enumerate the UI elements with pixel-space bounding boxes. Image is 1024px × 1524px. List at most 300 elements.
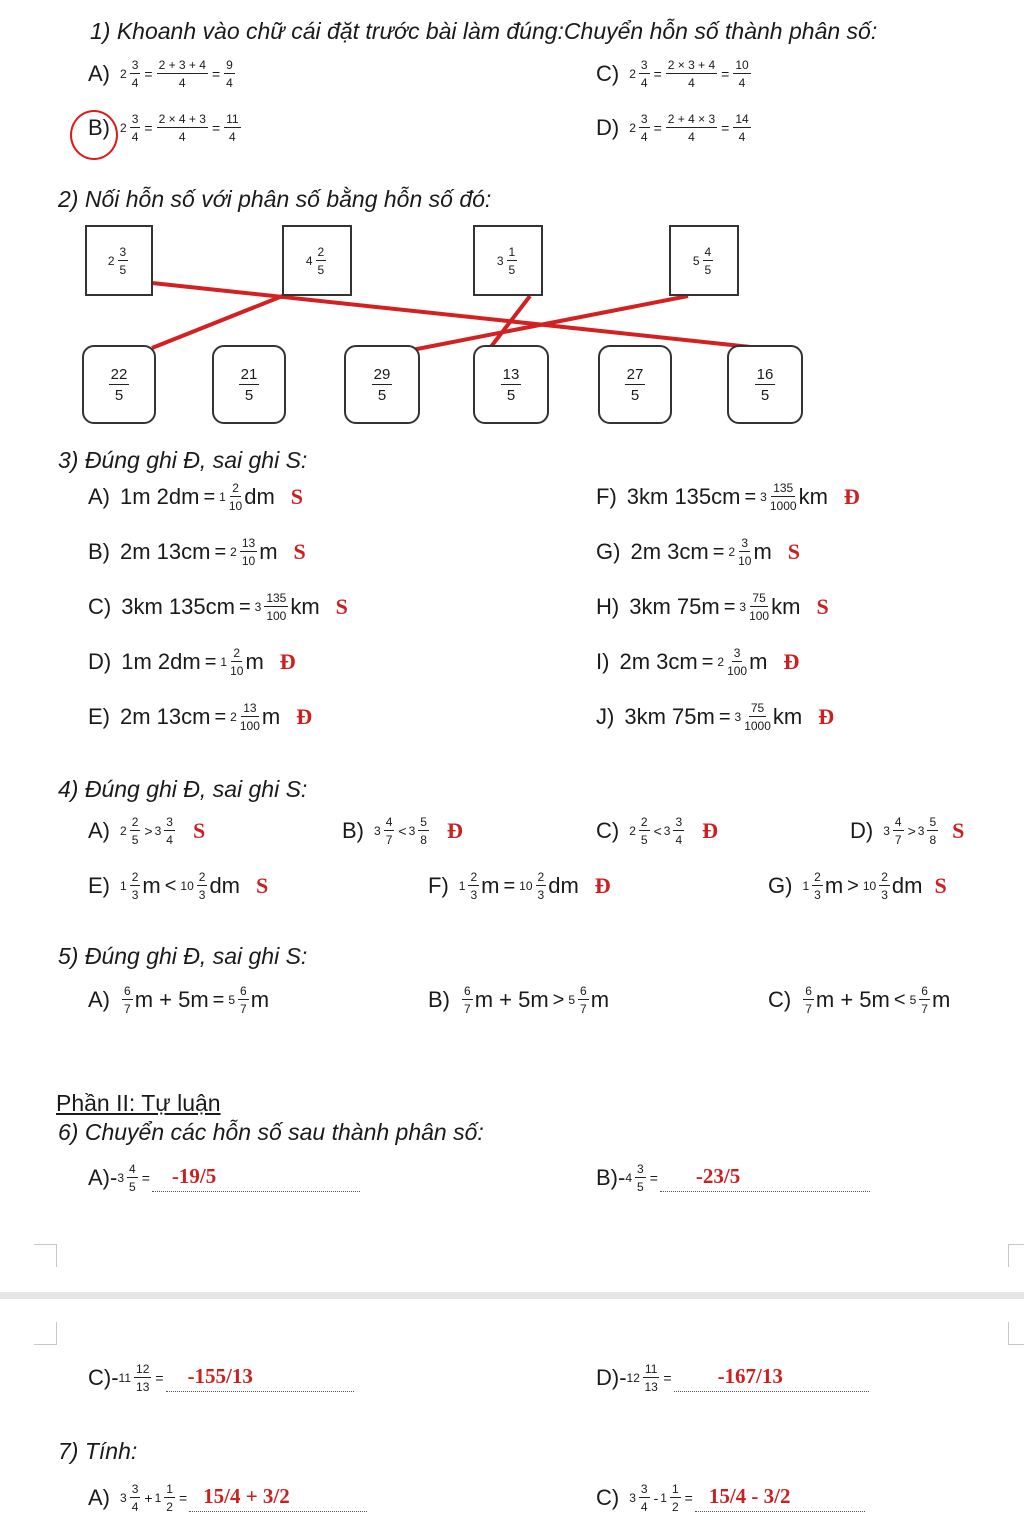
fraction: [316, 246, 327, 276]
fraction: [536, 871, 547, 901]
text: dm: [244, 484, 275, 509]
q6-item-c[interactable]: [88, 1352, 354, 1404]
q6-title: 6) Chuyển các hỗn số sau thành phân số:: [58, 1119, 484, 1145]
text: 21: [240, 365, 258, 383]
text: 4: [131, 1500, 139, 1514]
operator: =: [701, 650, 714, 673]
q3-item-j[interactable]: [596, 691, 834, 743]
text: 7: [385, 833, 393, 847]
text: 7: [580, 1002, 587, 1016]
text: 4: [166, 833, 173, 847]
operator: =: [653, 120, 662, 136]
fraction-box[interactable]: [82, 345, 156, 424]
text: 1m 2dm: [120, 484, 200, 509]
text: 5: [129, 1180, 136, 1194]
text: -167/13: [717, 1363, 783, 1388]
text: km: [290, 594, 320, 619]
text: 5: [114, 386, 124, 404]
text: C): [596, 61, 620, 86]
text: 6: [464, 984, 471, 998]
operator: =: [144, 66, 153, 82]
text: 6: [805, 984, 812, 998]
q4-item-e[interactable]: [88, 860, 268, 912]
fraction: [130, 816, 141, 846]
fraction: [635, 1163, 646, 1193]
text: 6: [124, 984, 131, 998]
text: m: [931, 987, 951, 1012]
operator: =: [204, 650, 217, 673]
text: 3: [131, 112, 139, 126]
text: 1: [120, 879, 127, 893]
text: 12: [136, 1362, 150, 1376]
fraction: [803, 985, 814, 1015]
fraction: [893, 816, 904, 846]
text: m: [753, 539, 772, 564]
text: 3km 75m: [624, 704, 715, 729]
text: 4: [688, 76, 695, 90]
text: 3: [881, 888, 888, 902]
text: <: [398, 823, 407, 839]
text: =: [503, 874, 516, 897]
text: 2 × 4 + 3: [158, 112, 206, 126]
page-corner-mark: [34, 1322, 57, 1345]
q7-title: 7) Tính:: [58, 1438, 138, 1464]
mark: Đ: [594, 873, 611, 898]
fraction: [755, 367, 776, 403]
text: 2m 13cm: [120, 539, 211, 564]
mark: Đ: [702, 818, 719, 843]
answer-field: [674, 1365, 869, 1392]
text: 16: [756, 365, 774, 383]
text: 75: [752, 591, 766, 605]
operator: =: [211, 120, 221, 136]
q3-item-a[interactable]: [88, 471, 303, 523]
q4-item-b[interactable]: [342, 805, 463, 857]
text: 2: [629, 121, 636, 135]
text: 1: [458, 879, 466, 893]
text: A): [88, 61, 110, 86]
answer-field: [189, 1485, 367, 1512]
text: 14: [735, 112, 749, 126]
text: 2m 13cm: [120, 704, 211, 729]
fraction: [418, 816, 429, 846]
text: 100: [727, 664, 748, 678]
mark: S: [816, 594, 829, 619]
q4-item-f[interactable]: [428, 860, 611, 912]
q3-item-c[interactable]: [88, 581, 348, 633]
operator: =: [649, 1170, 658, 1186]
text: 2: [717, 655, 725, 669]
text: 13: [644, 1380, 658, 1394]
text: 2: [120, 121, 127, 135]
text: 6: [580, 984, 587, 998]
text: dm: [548, 873, 579, 898]
text: 5: [508, 262, 516, 277]
fraction: [927, 816, 938, 846]
text: 13: [243, 701, 257, 715]
text: 4: [704, 244, 712, 259]
fraction-box[interactable]: [473, 345, 549, 424]
q3-item-h[interactable]: [596, 581, 829, 633]
text: <: [653, 823, 662, 839]
text: 13: [241, 536, 256, 550]
q5-item-c[interactable]: [768, 974, 950, 1026]
text: B): [88, 539, 110, 564]
q6-item-b[interactable]: [596, 1152, 870, 1204]
fraction-box[interactable]: [598, 345, 672, 424]
operator: =: [203, 485, 216, 508]
text: 2: [233, 646, 241, 660]
operator: =: [721, 120, 730, 136]
text: 3: [119, 244, 127, 259]
text: 3: [131, 1482, 139, 1496]
text: 3km 75m: [629, 594, 720, 619]
fraction: [673, 816, 684, 846]
text: 2: [537, 870, 545, 884]
fraction: [507, 246, 518, 276]
q4-item-d[interactable]: [850, 805, 964, 857]
answer-field: [152, 1165, 360, 1192]
operator: =: [718, 705, 731, 728]
text: D): [850, 818, 874, 843]
text: km: [771, 594, 801, 619]
mark: S: [934, 873, 947, 898]
text: 7: [240, 1002, 247, 1016]
text: 2 + 3 + 4: [158, 58, 206, 72]
mark: Đ: [818, 704, 835, 729]
fraction-box[interactable]: [727, 345, 803, 424]
fraction: [919, 985, 930, 1015]
text: 10: [180, 879, 194, 893]
match-line-2: [152, 293, 290, 348]
text: 4: [178, 76, 186, 90]
match-line-4: [412, 296, 688, 350]
fraction: [130, 1483, 141, 1513]
text: 75: [750, 701, 765, 715]
text: 3: [117, 1171, 125, 1185]
text: 5: [640, 833, 648, 847]
q3-item-d[interactable]: [88, 636, 296, 688]
q2-title: 2) Nối hỗn số với phân số bằng hỗn số đó:: [58, 186, 492, 212]
q3-item-i[interactable]: [596, 636, 799, 688]
q7-item-c[interactable]: [596, 1472, 865, 1524]
text: 2: [120, 67, 127, 81]
text: m: [245, 649, 264, 674]
text: B)-: [596, 1165, 626, 1190]
fraction: [770, 482, 797, 512]
text: 1m 2dm: [121, 649, 201, 674]
text: 3: [917, 824, 925, 838]
text: 7: [464, 1002, 471, 1016]
q1-title: 1) Khoanh vào chữ cái đặt trước bài làm đúng:Chuyển hỗn số thành phân số:: [90, 18, 878, 44]
text: -23/5: [695, 1163, 741, 1188]
text: 4: [305, 253, 313, 268]
text: 3: [131, 58, 139, 72]
answer-field: [660, 1165, 870, 1192]
mixed-number-box[interactable]: [473, 225, 543, 296]
text: 5: [119, 262, 127, 277]
text: 5: [630, 386, 640, 404]
text: 5: [131, 833, 139, 847]
text: F): [428, 873, 449, 898]
text: 1: [166, 1482, 173, 1496]
text: 9: [226, 58, 233, 72]
operator: =: [653, 66, 662, 82]
text: 10: [228, 499, 243, 513]
text: 4: [640, 1500, 648, 1514]
text: 2: [629, 824, 636, 838]
text: m: [749, 649, 768, 674]
text: 4: [738, 130, 746, 144]
text: m + 5m: [134, 987, 209, 1012]
text: 10: [735, 58, 749, 72]
text: 5: [228, 993, 236, 1007]
operator: =: [178, 1490, 188, 1506]
text: 11: [118, 1371, 132, 1385]
text: E): [88, 873, 110, 898]
text: 4: [640, 76, 648, 90]
text: 12: [626, 1371, 640, 1385]
text: 3: [537, 888, 545, 902]
text: 5: [909, 993, 917, 1007]
text: 8: [929, 833, 937, 847]
text: m + 5m: [474, 987, 549, 1012]
q4-item-g[interactable]: [768, 860, 947, 912]
mixed-number-box[interactable]: [282, 225, 352, 296]
text: 3: [741, 536, 749, 550]
text: 1: [660, 1491, 667, 1505]
text: I): [596, 649, 610, 674]
text: 7: [124, 1002, 131, 1016]
text: 7: [894, 833, 902, 847]
text: 5: [760, 386, 770, 404]
text: 1: [220, 655, 228, 669]
fraction: [625, 367, 646, 403]
text: dm: [891, 873, 923, 898]
text: 15/4 + 3/2: [203, 1483, 290, 1508]
fraction: [639, 1483, 650, 1513]
text: 100: [266, 609, 287, 623]
q6-item-d[interactable]: [596, 1352, 869, 1404]
text: 1: [154, 1491, 162, 1505]
text: 3: [131, 888, 139, 902]
text: A)-: [88, 1165, 118, 1190]
text: 4: [131, 130, 139, 144]
fraction: [468, 871, 479, 901]
fraction: [130, 871, 141, 901]
page-corner-mark: [1008, 1244, 1024, 1267]
text: 3: [470, 888, 478, 902]
text: 3: [374, 824, 381, 838]
q3-item-e[interactable]: [88, 691, 312, 743]
mark: S: [290, 484, 304, 509]
text: 3: [408, 824, 416, 838]
operator: =: [721, 66, 730, 82]
fraction: [118, 246, 129, 276]
text: 3: [496, 253, 504, 268]
answer-field: [166, 1365, 354, 1392]
mixed-number-box[interactable]: [669, 225, 739, 296]
text: m: [142, 873, 161, 898]
answer-field: [695, 1485, 865, 1512]
text: B): [428, 987, 450, 1012]
fraction: [238, 985, 249, 1015]
text: 10: [862, 879, 877, 893]
fraction: [578, 985, 589, 1015]
text: 10: [738, 554, 752, 568]
text: dm: [209, 873, 240, 898]
text: m: [261, 704, 281, 729]
text: 22: [110, 365, 128, 383]
text: G): [596, 539, 621, 564]
text: 4: [178, 130, 186, 144]
text: <: [164, 874, 177, 897]
text: C): [768, 987, 792, 1012]
text: 2: [881, 870, 888, 884]
text: 4: [385, 815, 393, 829]
fraction: [372, 367, 393, 403]
page-separator: [0, 1292, 1024, 1299]
fraction-box[interactable]: [212, 345, 286, 424]
text: 1: [671, 1482, 679, 1496]
text: 5: [704, 262, 712, 277]
mark: S: [787, 539, 801, 564]
text: 10: [519, 879, 533, 893]
text: 5: [637, 1180, 644, 1194]
q5-item-a[interactable]: [88, 974, 269, 1026]
fraction: [703, 246, 714, 276]
text: E): [88, 704, 110, 729]
text: 3: [166, 815, 173, 829]
text: 2: [131, 870, 139, 884]
text: km: [772, 704, 803, 729]
mark: S: [952, 818, 965, 843]
text: -19/5: [171, 1163, 217, 1188]
page-corner-mark: [34, 1244, 57, 1267]
text: 5: [506, 386, 516, 404]
operator: =: [211, 66, 221, 82]
text: 5: [317, 262, 325, 277]
fraction: [639, 816, 650, 846]
q3-item-g[interactable]: [596, 526, 800, 578]
text: 5: [692, 253, 700, 268]
mark: Đ: [296, 704, 313, 729]
text: 2: [640, 815, 648, 829]
fraction: [738, 537, 751, 567]
text: C): [596, 1485, 620, 1510]
text: 2 + 4 × 3: [667, 112, 716, 126]
q7-item-a[interactable]: [88, 1472, 367, 1524]
text: 13: [136, 1380, 150, 1394]
text: 3km 135cm: [121, 594, 235, 619]
text: 3: [640, 1482, 648, 1496]
fraction-box[interactable]: [344, 345, 420, 424]
q6-item-a[interactable]: [88, 1152, 360, 1204]
fraction: [264, 592, 288, 622]
mark: Đ: [783, 649, 800, 674]
operator: =: [723, 595, 736, 618]
text: 11: [644, 1362, 658, 1376]
text: B): [342, 818, 364, 843]
mark: Đ: [843, 484, 860, 509]
fraction: [462, 985, 473, 1015]
text: 2m 3cm: [619, 649, 698, 674]
q4-item-c[interactable]: [596, 805, 718, 857]
text: D): [88, 649, 112, 674]
text: 2: [107, 253, 115, 268]
text: 2: [198, 870, 206, 884]
text: 3: [883, 824, 890, 838]
text: 4: [229, 130, 236, 144]
fraction: [501, 367, 522, 403]
operator: =: [663, 1370, 672, 1386]
fraction: [239, 367, 260, 403]
text: 2: [629, 67, 636, 81]
text: 3: [675, 815, 683, 829]
text: 3: [120, 1491, 127, 1505]
text: A): [88, 818, 110, 843]
operator: =: [712, 540, 725, 563]
q3-item-f[interactable]: [596, 471, 860, 523]
text: 10: [241, 554, 256, 568]
text: 13: [502, 365, 520, 383]
q5-item-b[interactable]: [428, 974, 609, 1026]
text: 5: [420, 815, 427, 829]
q3-item-b[interactable]: [88, 526, 306, 578]
fraction: [127, 1163, 138, 1193]
text: 2: [317, 244, 325, 259]
mark: Đ: [446, 818, 463, 843]
text: B): [88, 115, 110, 140]
text: 3: [760, 490, 767, 504]
text: 8: [420, 833, 427, 847]
mixed-number-box[interactable]: [85, 225, 153, 296]
q4-title: 4) Đúng ghi Đ, sai ghi S:: [58, 776, 308, 802]
fraction: [670, 1483, 681, 1513]
text: 2: [131, 815, 139, 829]
q5-title: 5) Đúng ghi Đ, sai ghi S:: [58, 943, 308, 969]
text: 2m 3cm: [630, 539, 709, 564]
part2-title: Phần II: Tự luận: [56, 1090, 221, 1116]
operator: =: [214, 705, 227, 728]
text: m: [259, 539, 278, 564]
text: 4: [738, 76, 746, 90]
text: 100: [239, 719, 260, 733]
text: A): [88, 987, 110, 1012]
q4-item-a[interactable]: [88, 805, 205, 857]
text: 2 × 3 + 4: [667, 58, 716, 72]
q3-title: 3) Đúng ghi Đ, sai ghi S:: [58, 447, 308, 473]
text: 3km 135cm: [626, 484, 741, 509]
text: 4: [675, 833, 683, 847]
text: 2: [230, 710, 237, 724]
text: 3: [254, 600, 262, 614]
text: 27: [626, 365, 644, 383]
text: -155/13: [187, 1363, 253, 1388]
text: 6: [921, 984, 928, 998]
text: 2: [230, 545, 237, 559]
text: A): [88, 1485, 110, 1510]
text: C): [88, 594, 112, 619]
text: 2: [671, 1500, 679, 1514]
text: 10: [230, 664, 244, 678]
mark: S: [256, 873, 269, 898]
fraction: [164, 1483, 175, 1513]
text: =: [212, 988, 225, 1011]
text: m: [824, 873, 844, 898]
text: 4: [226, 76, 233, 90]
fraction: [384, 816, 395, 846]
